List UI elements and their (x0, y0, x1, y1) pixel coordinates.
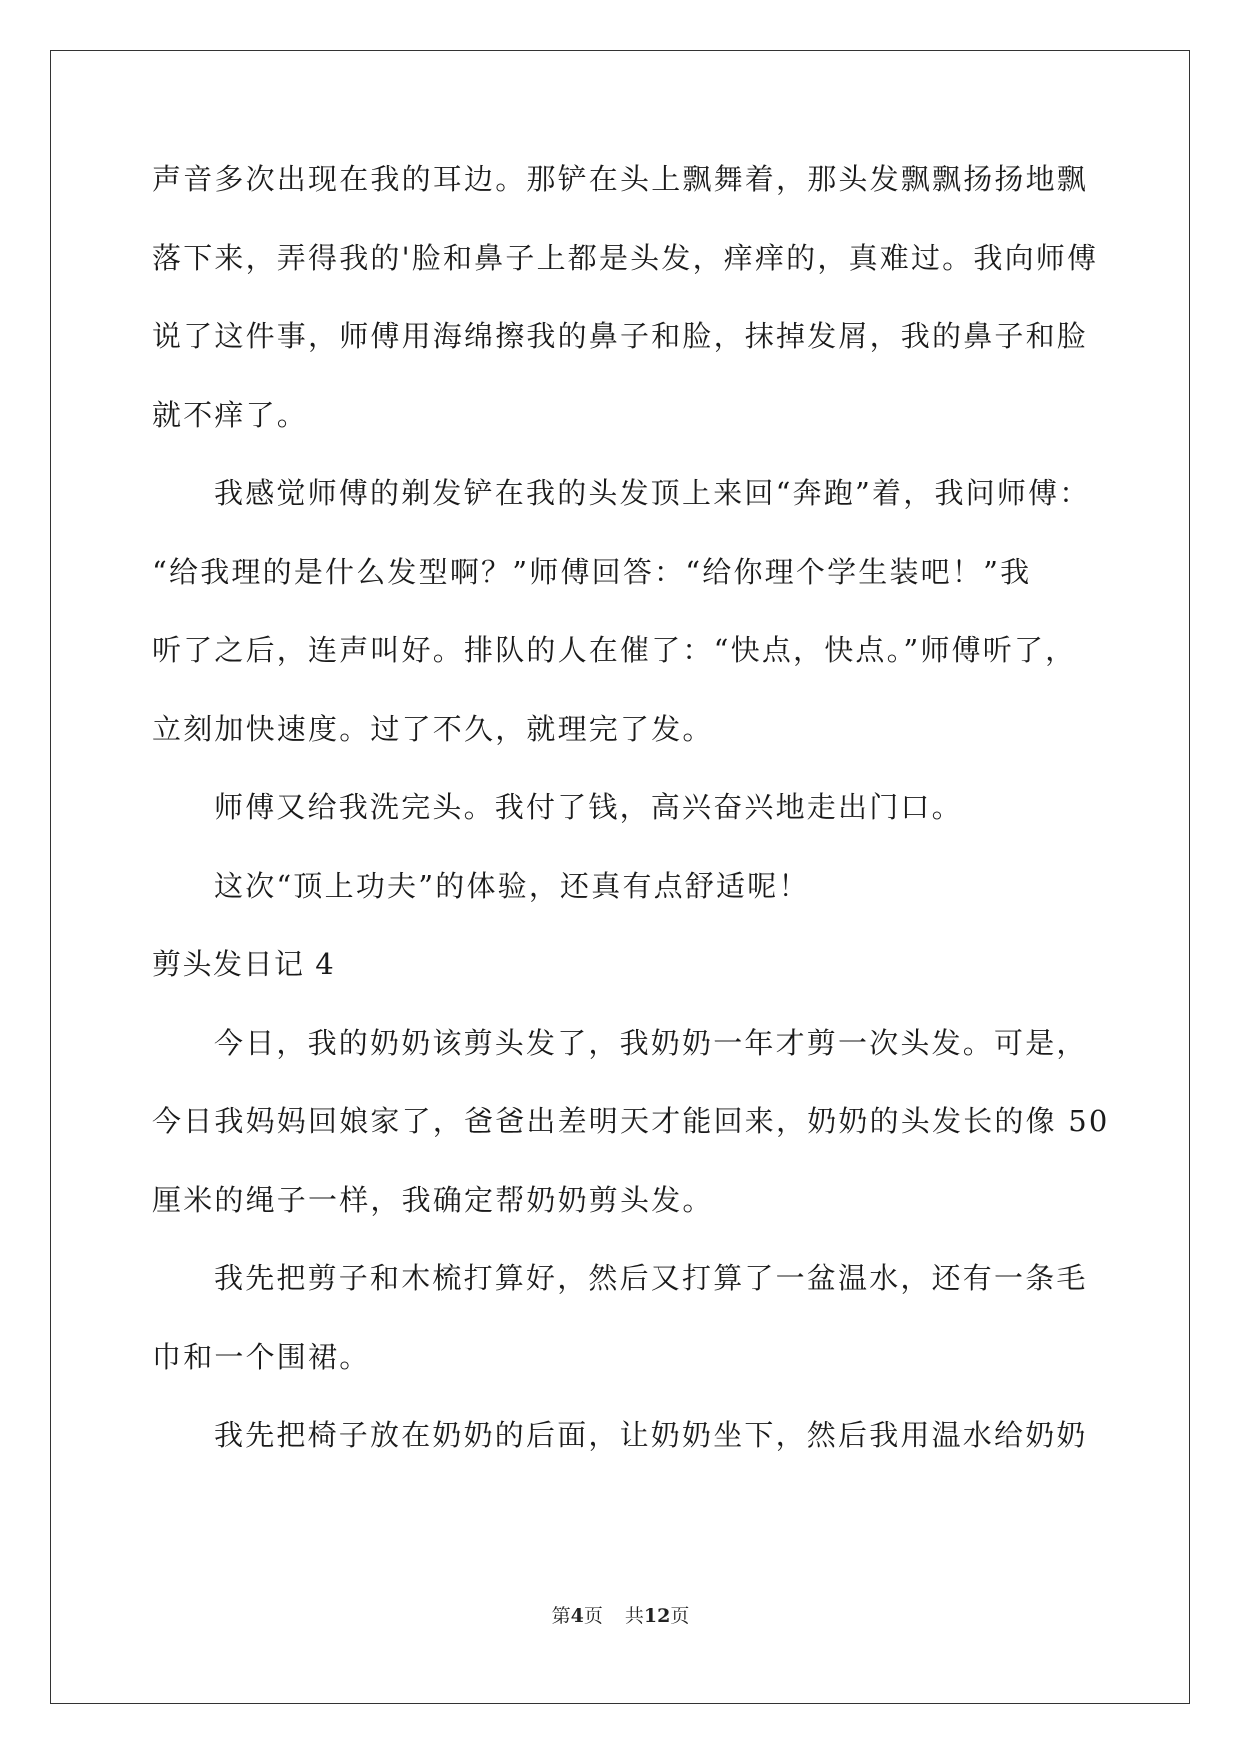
total-suffix: 页 (670, 1605, 690, 1627)
paragraph-start-line: 我感觉师傅的剃发铲在我的头发顶上来回“奔跑”着，我问师傅： (214, 476, 1091, 510)
total-prefix: 共 (624, 1605, 644, 1627)
text-line: 今日我妈妈回娘家了，爸爸出差明天才能回来，奶奶的头发长的像 50 (152, 1104, 1110, 1138)
text-line: “给我理的是什么发型啊？”师傅回答：“给你理个学生装吧！”我 (152, 554, 1032, 589)
text-line: 立刻加快速度。过了不久，就理完了发。 (152, 711, 714, 746)
paragraph-start-line: 师傅又给我洗完头。我付了钱，高兴奋兴地走出门口。 (214, 790, 963, 824)
paragraph-start-line: 我先把剪子和木梳打算好，然后又打算了一盆温水，还有一条毛 (214, 1261, 1088, 1295)
text-line: 厘米的绳子一样，我确定帮奶奶剪头发。 (152, 1182, 714, 1217)
paragraph-start-line: 今日，我的奶奶该剪头发了，我奶奶一年才剪一次头发。可是， (214, 1025, 1088, 1060)
text-line: 声音多次出现在我的耳边。那铲在头上飘舞着，那头发飘飘扬扬地飘 (152, 162, 1089, 196)
document-body (152, 160, 1112, 1495)
paragraph-start-line: 我先把椅子放在奶奶的后面，让奶奶坐下，然后我用温水给奶奶 (214, 1418, 1088, 1452)
current-page-number: 4 (570, 1605, 584, 1627)
text-line: 说了这件事，师傅用海绵擦我的鼻子和脸，抹掉发屑，我的鼻子和脸 (152, 319, 1089, 353)
text-line: 听了之后，连声叫好。排队的人在催了：“快点，快点。”师傅听了， (152, 633, 1077, 667)
text-line: 就不痒了。 (152, 397, 309, 432)
text-line: 巾和一个围裙。 (152, 1339, 371, 1374)
text-line: 落下来，弄得我的'脸和鼻子上都是头发，痒痒的，真难过。我向师傅 (152, 240, 1099, 275)
page-footer (0, 1604, 1241, 1628)
paragraph-start-line: 这次“顶上功夫”的体验，还真有点舒适呢！ (214, 868, 810, 903)
section-heading: 剪头发日记 4 (152, 947, 336, 981)
page-prefix: 第 (551, 1605, 571, 1627)
page-suffix: 页 (583, 1605, 603, 1627)
total-page-count: 12 (643, 1605, 671, 1627)
